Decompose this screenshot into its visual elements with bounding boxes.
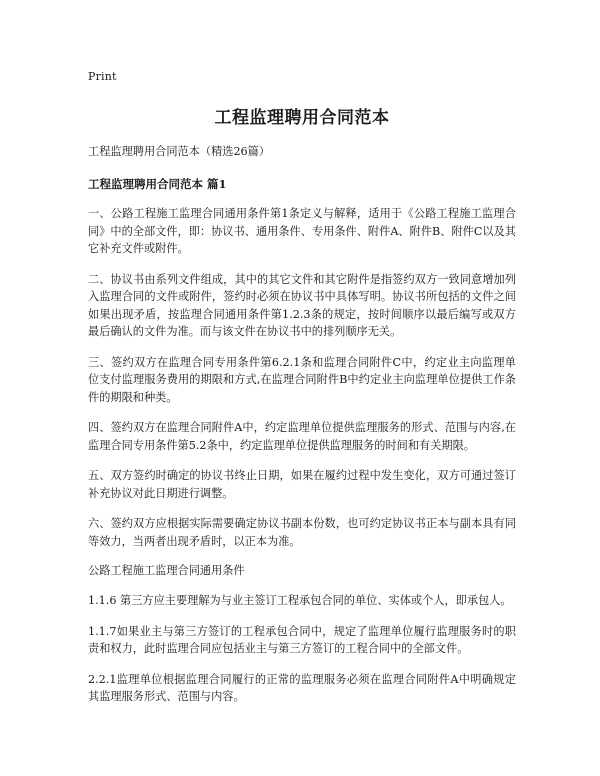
clause-1-1-6: 1.1.6 第三方应主要理解为与业主签订工程承包合同的单位、实体或个人，即承包人。 <box>88 594 512 607</box>
paragraph-5: 五、双方签约时确定的协议书终止日期，如果在履约过程中发生变化，双方可通过签订补充协议对此日期进行调整。 <box>88 469 516 500</box>
section-heading: 工程监理聘用合同范本 篇1 <box>88 177 227 191</box>
paragraph-1: 一、公路工程施工监理合同通用条件第1条定义与解释，适用于《公路工程施工监理合同》中的全部文件，即：协议书、通用条件、专用条件、附件A、附件B、附件C以及其它补充文件或附件。 <box>88 207 516 255</box>
clause-1-1-7: 1.1.7如果业主与第三方签订的工程承包合同中，规定了监理单位履行监理服务时的职责和权力，此时监理合同应包括业主与第三方签订的工程合同中的全部文件。 <box>88 624 516 655</box>
paragraph-3: 三、签约双方在监理合同专用条件第6.2.1条和监理合同附件C中，约定业主向监理单位支付监理服务费用的期限和方式,在监理合同附件B中约定业主向监理单位提供工作条件的期限和种类。 <box>88 355 516 404</box>
general-conditions-heading: 公路工程施工监理合同通用条件 <box>88 564 245 577</box>
paragraph-6: 六、签约双方应根据实际需要确定协议书副本份数，也可约定协议书正本与副本具有同等效力，当两者出现矛盾时，以正本为准。 <box>88 517 516 548</box>
document-subtitle: 工程监理聘用合同范本（精选26篇） <box>88 145 271 158</box>
clause-2-2-1: 2.2.1监理单位根据监理合同履行的正常的监理服务必须在监理合同附件A中明确规定其监理服务形式、范围与内容。 <box>88 672 516 703</box>
paragraph-4: 四、签约双方在监理合同附件A中，约定监理单位提供监理服务的形式、范围与内容,在监理合同专用条件第5.2条中，约定监理单位提供监理服务的时间和有关期限。 <box>88 421 516 452</box>
document-title: 工程监理聘用合同范本 <box>214 108 390 128</box>
paragraph-2: 二、协议书由系列文件组成，其中的其它文件和其它附件是指签约双方一致同意增加列入监理合同的文件或附件，签约时必须在协议书中具体写明。协议书所包括的文件之间如果出现矛盾，按监理合同通用条件第1.2.3条的规定，按时间顺序以最后编写或双方最后确认的文件为准。而与该文件在协议书中的排列顺序无关。 <box>88 272 516 338</box>
print-label[interactable]: Print <box>88 70 117 83</box>
